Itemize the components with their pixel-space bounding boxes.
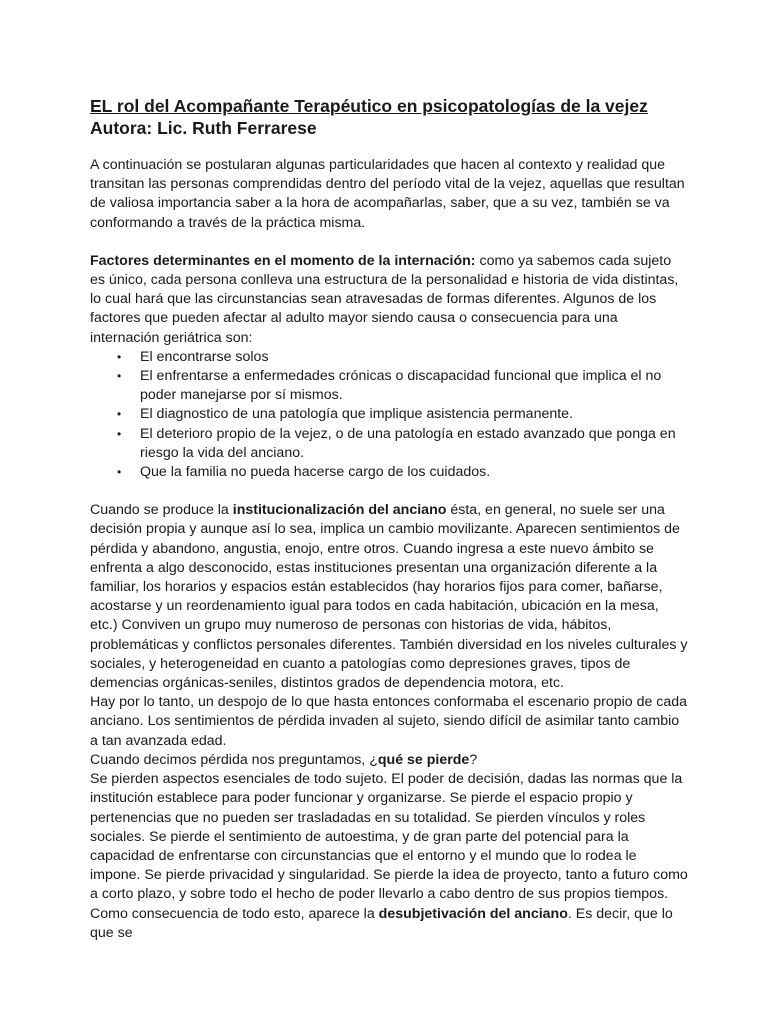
list-item bbox=[90, 367, 690, 405]
se-pierden-post: . Es decir, que lo que se bbox=[90, 905, 673, 941]
bullet-icon: • bbox=[117, 407, 122, 422]
pregunta-post: ? bbox=[469, 751, 478, 768]
spacer bbox=[90, 233, 690, 252]
title-line-1: EL rol del Acompañante Terapéutico en psicopatologías de la vejez bbox=[90, 96, 648, 116]
pregunta-bold: qué se pierde bbox=[377, 751, 470, 768]
list-item-text: Que la familia no pueda hacerse cargo de los cuidados. bbox=[140, 464, 491, 481]
list-item-text: El deterioro propio de la vejez, o de una patología en estado avanzado que ponga en riesgo la vida del anciano. bbox=[140, 425, 676, 461]
list-item bbox=[90, 348, 690, 367]
list-item-text: El encontrarse solos bbox=[140, 348, 269, 365]
list-item bbox=[90, 463, 690, 482]
document-title bbox=[90, 95, 690, 117]
pregunta-pre: Cuando decimos pérdida nos preguntamos, ¿ bbox=[90, 751, 378, 768]
se-pierden-pre: Se pierden aspectos esenciales de todo sujeto. El poder de decisión, dadas las normas que la institución establece para poder funcionar y organizarse. Se pierde el espacio propio y pertenencias que no pueden ser trasladadas en su totalidad. Se pierden vínculos y roles sociales. Se pierde el sentimiento de autoestima, y de gran parte del potencial para la capacidad de enfrentarse con circunstancias que el entorno y el mundo que lo rodea le impone. Se pierde privacidad y singularidad. Se pierde la idea de proyecto, tanto a futuro como a corto plazo, y sobre todo el hecho de poder llevarlo a cabo dentro de sus propios tiempos. Como consecuencia de todo esto, aparece la bbox=[90, 771, 688, 922]
bullet-icon: • bbox=[117, 465, 122, 480]
spacer bbox=[90, 139, 690, 156]
list-item bbox=[90, 425, 690, 463]
factores-list bbox=[90, 348, 690, 482]
despojo-paragraph: Hay por lo tanto, un despojo de lo que hasta entonces conformaba el escenario propio de cada anciano. Los sentimientos de pérdida invaden al sujeto, siendo difícil de asimilar tanto cambio a tan avanzada edad. bbox=[90, 694, 688, 749]
list-item bbox=[90, 405, 690, 424]
bullet-icon: • bbox=[117, 369, 122, 384]
institucionalizacion-pre: Cuando se produce la bbox=[90, 502, 233, 519]
list-item-text: El diagnostico de una patología que implique asistencia permanente. bbox=[140, 406, 574, 423]
institucionalizacion-post: ésta, en general, no suele ser una decisión propia y aunque así lo sea, implica un cambio movilizante. Aparecen sentimientos de pérdida y abandono, angustia, enojo, entre otros. Cuando ingresa a este nuevo ámbito se enfrenta a algo desconocido, estas instituciones presentan una organización diferente a la familiar, los horarios y espacios están establecidos (hay horarios fijos para comer, bañarse, acostarse y un reordenamiento igual para todos en cada habitación, ubicación en la mesa, etc.) Conviven un grupo muy numeroso de personas con historias de vida, hábitos, problemáticas y conflictos personales diferentes. También diversidad en los niveles culturales y sociales, y heterogeneidad en cuanto a patologías como depresiones graves, tipos de demencias orgánicas-seniles, distintos grados de dependencia motora, etc. bbox=[90, 502, 688, 692]
factores-heading: Factores determinantes en el momento de la internación: bbox=[90, 252, 476, 269]
spacer bbox=[90, 482, 690, 501]
bullet-icon: • bbox=[117, 426, 122, 441]
institucionalizacion-bold: institucionalización del anciano bbox=[232, 502, 447, 519]
se-pierden-paragraph bbox=[90, 770, 690, 943]
document-author: Autora: Lic. Ruth Ferrarese bbox=[90, 118, 317, 138]
factores-text: como ya sabemos cada sujeto es único, cada persona conlleva una estructura de la personalidad e historia de vida distintas, lo cual hará que las circunstancias sean atravesadas de formas diferentes. Algunos de los factores que pueden afectar al adulto mayor siendo causa o consecuencia para una internación geriátrica son: bbox=[90, 252, 679, 346]
se-pierden-bold: desubjetivación del anciano bbox=[378, 905, 568, 922]
document-body bbox=[90, 95, 690, 943]
bullet-icon: • bbox=[117, 349, 122, 364]
pregunta-paragraph bbox=[90, 751, 690, 770]
intro-paragraph: A continuación se postularan algunas particularidades que hacen al contexto y realidad que transitan las personas comprendidas dentro del período vital de la vejez, aquellas que resultan de valiosa importancia saber a la hora de acompañarlas, saber, que a su vez, también se va conformando a través de la práctica misma. bbox=[90, 157, 685, 231]
factores-paragraph bbox=[90, 252, 690, 348]
institucionalizacion-paragraph bbox=[90, 501, 690, 693]
list-item-text: El enfrentarse a enfermedades crónicas o discapacidad funcional que implica el no poder manejarse por sí mismos. bbox=[140, 368, 662, 404]
